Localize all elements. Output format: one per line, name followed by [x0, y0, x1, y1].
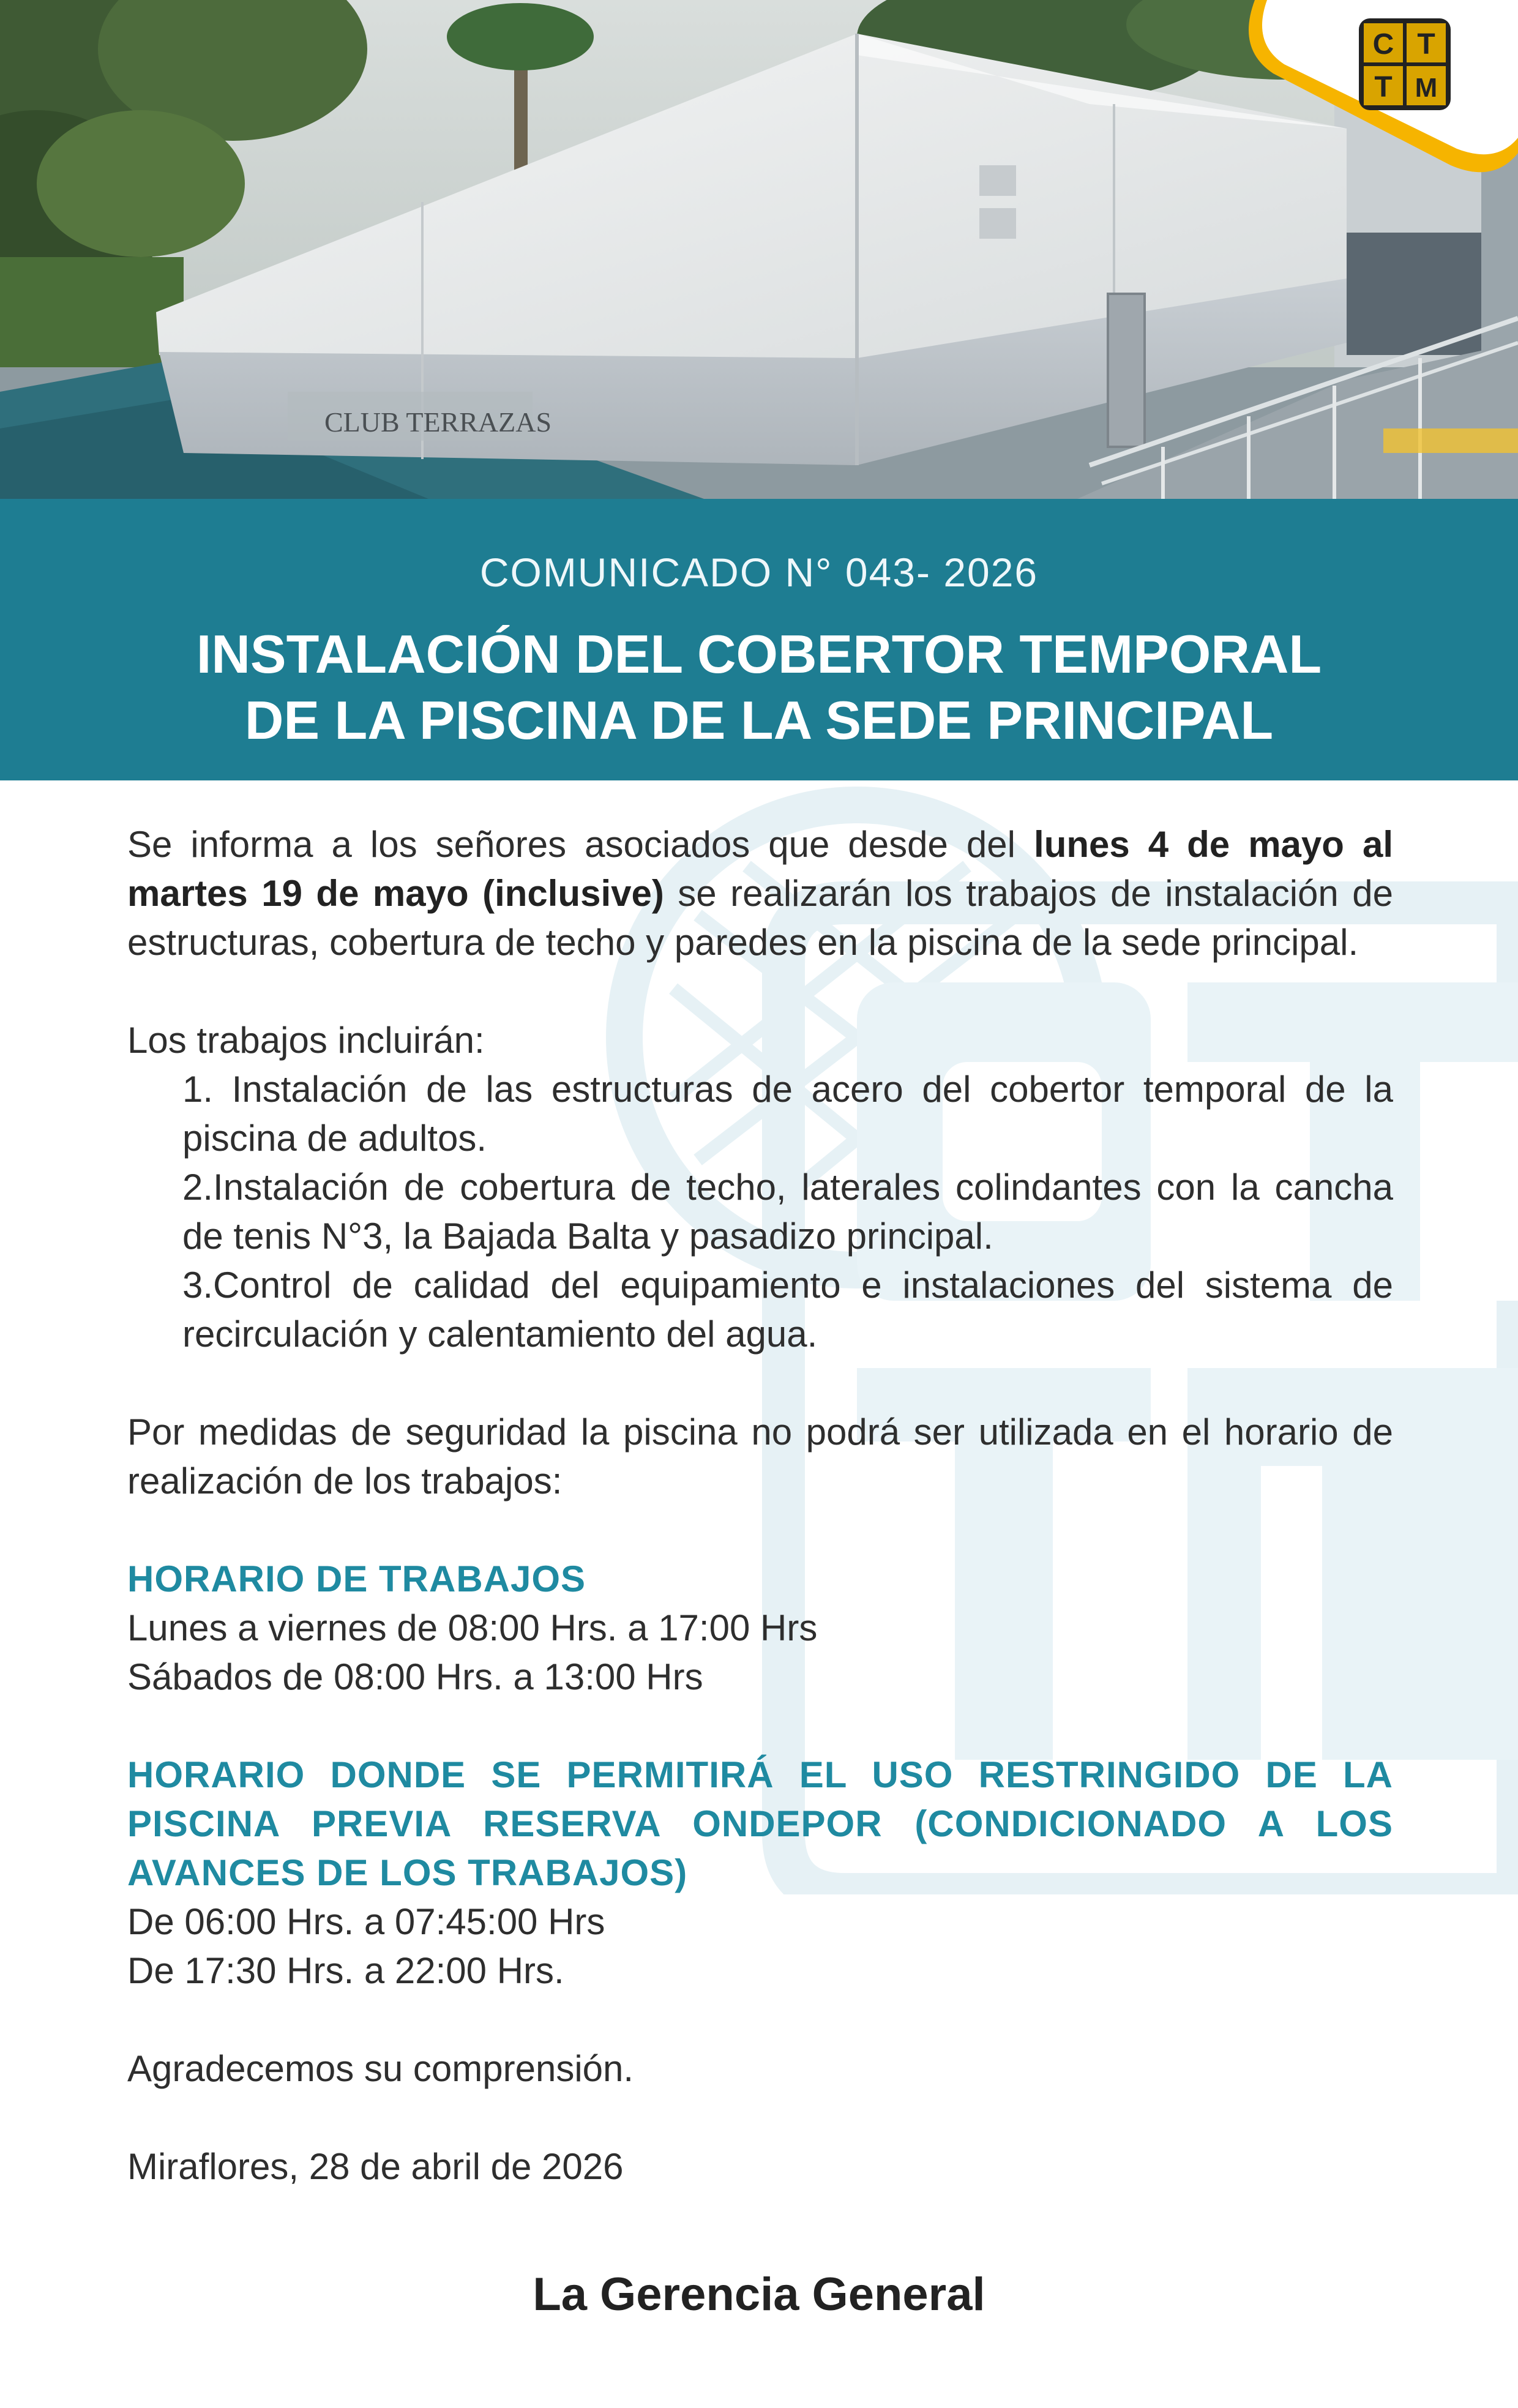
title-line-1: INSTALACIÓN DEL COBERTOR TEMPORAL: [196, 624, 1322, 684]
works-item-1: 1. Instalación de las estructuras de acero del cobertor temporal de la piscina de adultos.: [182, 1069, 1393, 1159]
intro-paragraph: [127, 820, 1393, 967]
schedule-heading: HORARIO DE TRABAJOS: [127, 1558, 586, 1599]
works-item-3: 3.Control de calidad del equipamiento e instalaciones del sistema de recirculación y calentamiento del agua.: [182, 1265, 1393, 1355]
club-terrazas-sign: CLUB TERRAZAS: [324, 406, 552, 438]
works-label: Los trabajos incluirán:: [127, 1020, 485, 1061]
title-line-2: DE LA PISCINA DE LA SEDE PRINCIPAL: [244, 690, 1274, 750]
logo-letter-4: M: [1415, 73, 1438, 103]
communique-body: [127, 820, 1393, 2191]
thanks-line: Agradecemos su comprensión.: [127, 2048, 634, 2089]
club-logo-badge: [1236, 0, 1518, 190]
schedule-line-saturday: Sábados de 08:00 Hrs. a 13:00 Hrs: [127, 1656, 703, 1697]
restricted-heading: HORARIO DONDE SE PERMITIRÁ EL USO RESTRINGIDO DE LA PISCINA PREVIA RESERVA ONDEPOR (CONDICIONADO A LOS AVANCES DE LOS TRABAJOS): [127, 1754, 1393, 1893]
signature: La Gerencia General: [533, 2268, 985, 2320]
restricted-line-evening: De 17:30 Hrs. a 22:00 Hrs.: [127, 1950, 564, 1991]
schedule-line-weekdays: Lunes a viernes de 08:00 Hrs. a 17:00 Hrs: [127, 1607, 818, 1648]
works-item-2: 2.Instalación de cobertura de techo, laterales colindantes con la cancha de tenis N°3, la Bajada Balta y pasadizo principal.: [182, 1167, 1393, 1257]
cttm-logo-icon: [1359, 18, 1451, 110]
logo-letter-3: T: [1374, 71, 1393, 103]
title-banner: [0, 499, 1518, 780]
safety-paragraph: Por medidas de seguridad la piscina no podrá ser utilizada en el horario de realización de los trabajos:: [127, 1412, 1393, 1501]
logo-letter-1: C: [1372, 28, 1394, 61]
page-title: [0, 621, 1518, 753]
intro-text-1: Se informa a los señores asociados que desde del: [127, 824, 1034, 865]
place-date: Miraflores, 28 de abril de 2026: [127, 2146, 624, 2187]
hero-photo: [0, 0, 1518, 499]
restricted-line-morning: De 06:00 Hrs. a 07:45:00 Hrs: [127, 1901, 605, 1942]
works-list: [127, 1065, 1393, 1359]
logo-letter-2: T: [1417, 28, 1435, 61]
intro-dates: lunes 4 de mayo al martes 19 de mayo (inclusive): [127, 824, 1393, 914]
intro-text-2: se realizarán los trabajos de instalación de estructuras, cobertura de techo y paredes en la piscina de la sede principal.: [127, 873, 1393, 963]
comunicado-number: COMUNICADO N° 043- 2026: [479, 550, 1039, 595]
